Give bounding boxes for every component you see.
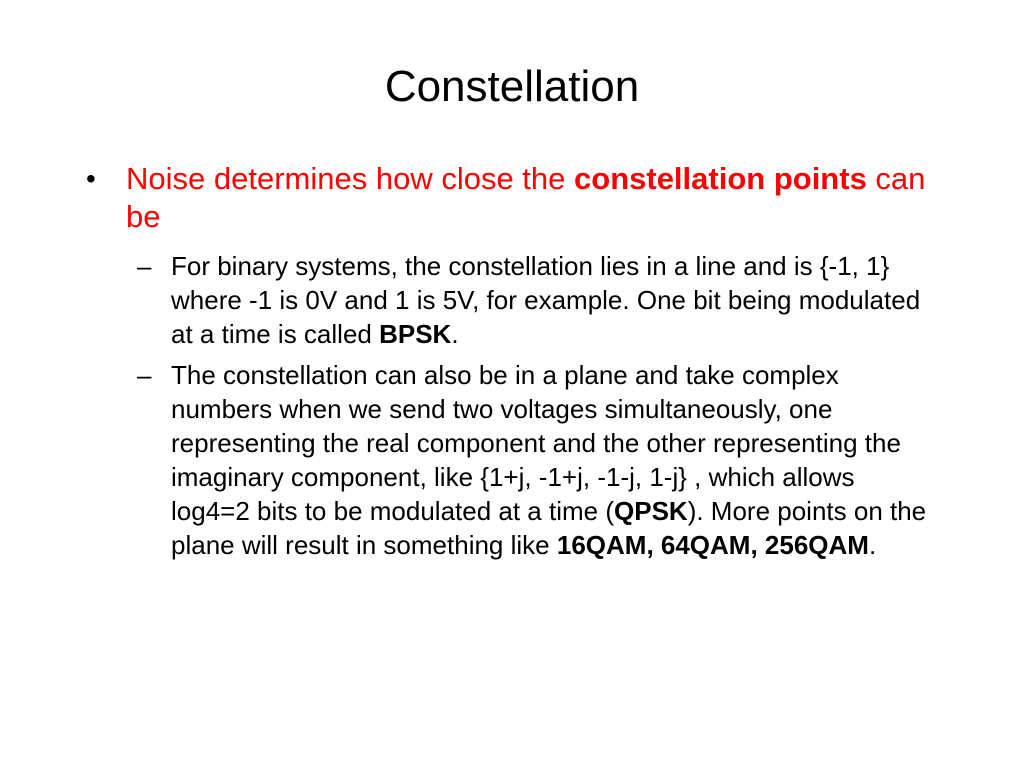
sub-bullet-bpsk xyxy=(137,249,937,351)
sub-bullet-list xyxy=(137,249,937,569)
sub-bullet-segment-1: For binary systems, the constellation lies in a line and is {-1, 1} where -1 is 0V and 1 is 5V, for example. One bit being modulated at a time is called xyxy=(171,251,921,349)
sub-bullet-bold-term: BPSK xyxy=(379,319,452,349)
main-bullet xyxy=(86,160,946,236)
bullet-marker: • xyxy=(86,163,96,194)
sub-bullet-bold-term: QPSK xyxy=(614,496,688,526)
main-bullet-text xyxy=(126,160,946,236)
sub-bullet-bold-term: 16QAM, 64QAM, 256QAM xyxy=(556,530,869,560)
sub-bullet-qpsk xyxy=(137,358,937,562)
sub-bullet-text xyxy=(171,249,937,351)
sub-bullet-segment-1: The constellation can also be in a plane and take complex numbers when we send two voltages simultaneously, one representing the real component and the other representing the imaginary component, like {1+j, -1+j, -1-j, 1-j} , which allows log4=2 bits to be modulated at a time ( xyxy=(171,360,901,526)
sub-bullet-text xyxy=(171,358,937,562)
main-bullet-segment-1: Noise determines how close the xyxy=(126,161,575,196)
sub-bullet-segment-2: . xyxy=(451,319,459,349)
slide-title: Constellation xyxy=(384,62,640,111)
sub-bullet-segment-3: . xyxy=(868,530,877,560)
main-bullet-segment-2: can be xyxy=(126,161,926,234)
dash-marker: – xyxy=(137,251,152,281)
dash-marker: – xyxy=(137,360,152,390)
sub-bullet-segment-2: ). More points on the plane will result in something like xyxy=(171,496,927,560)
main-bullet-bold-term: constellation points xyxy=(574,161,867,196)
